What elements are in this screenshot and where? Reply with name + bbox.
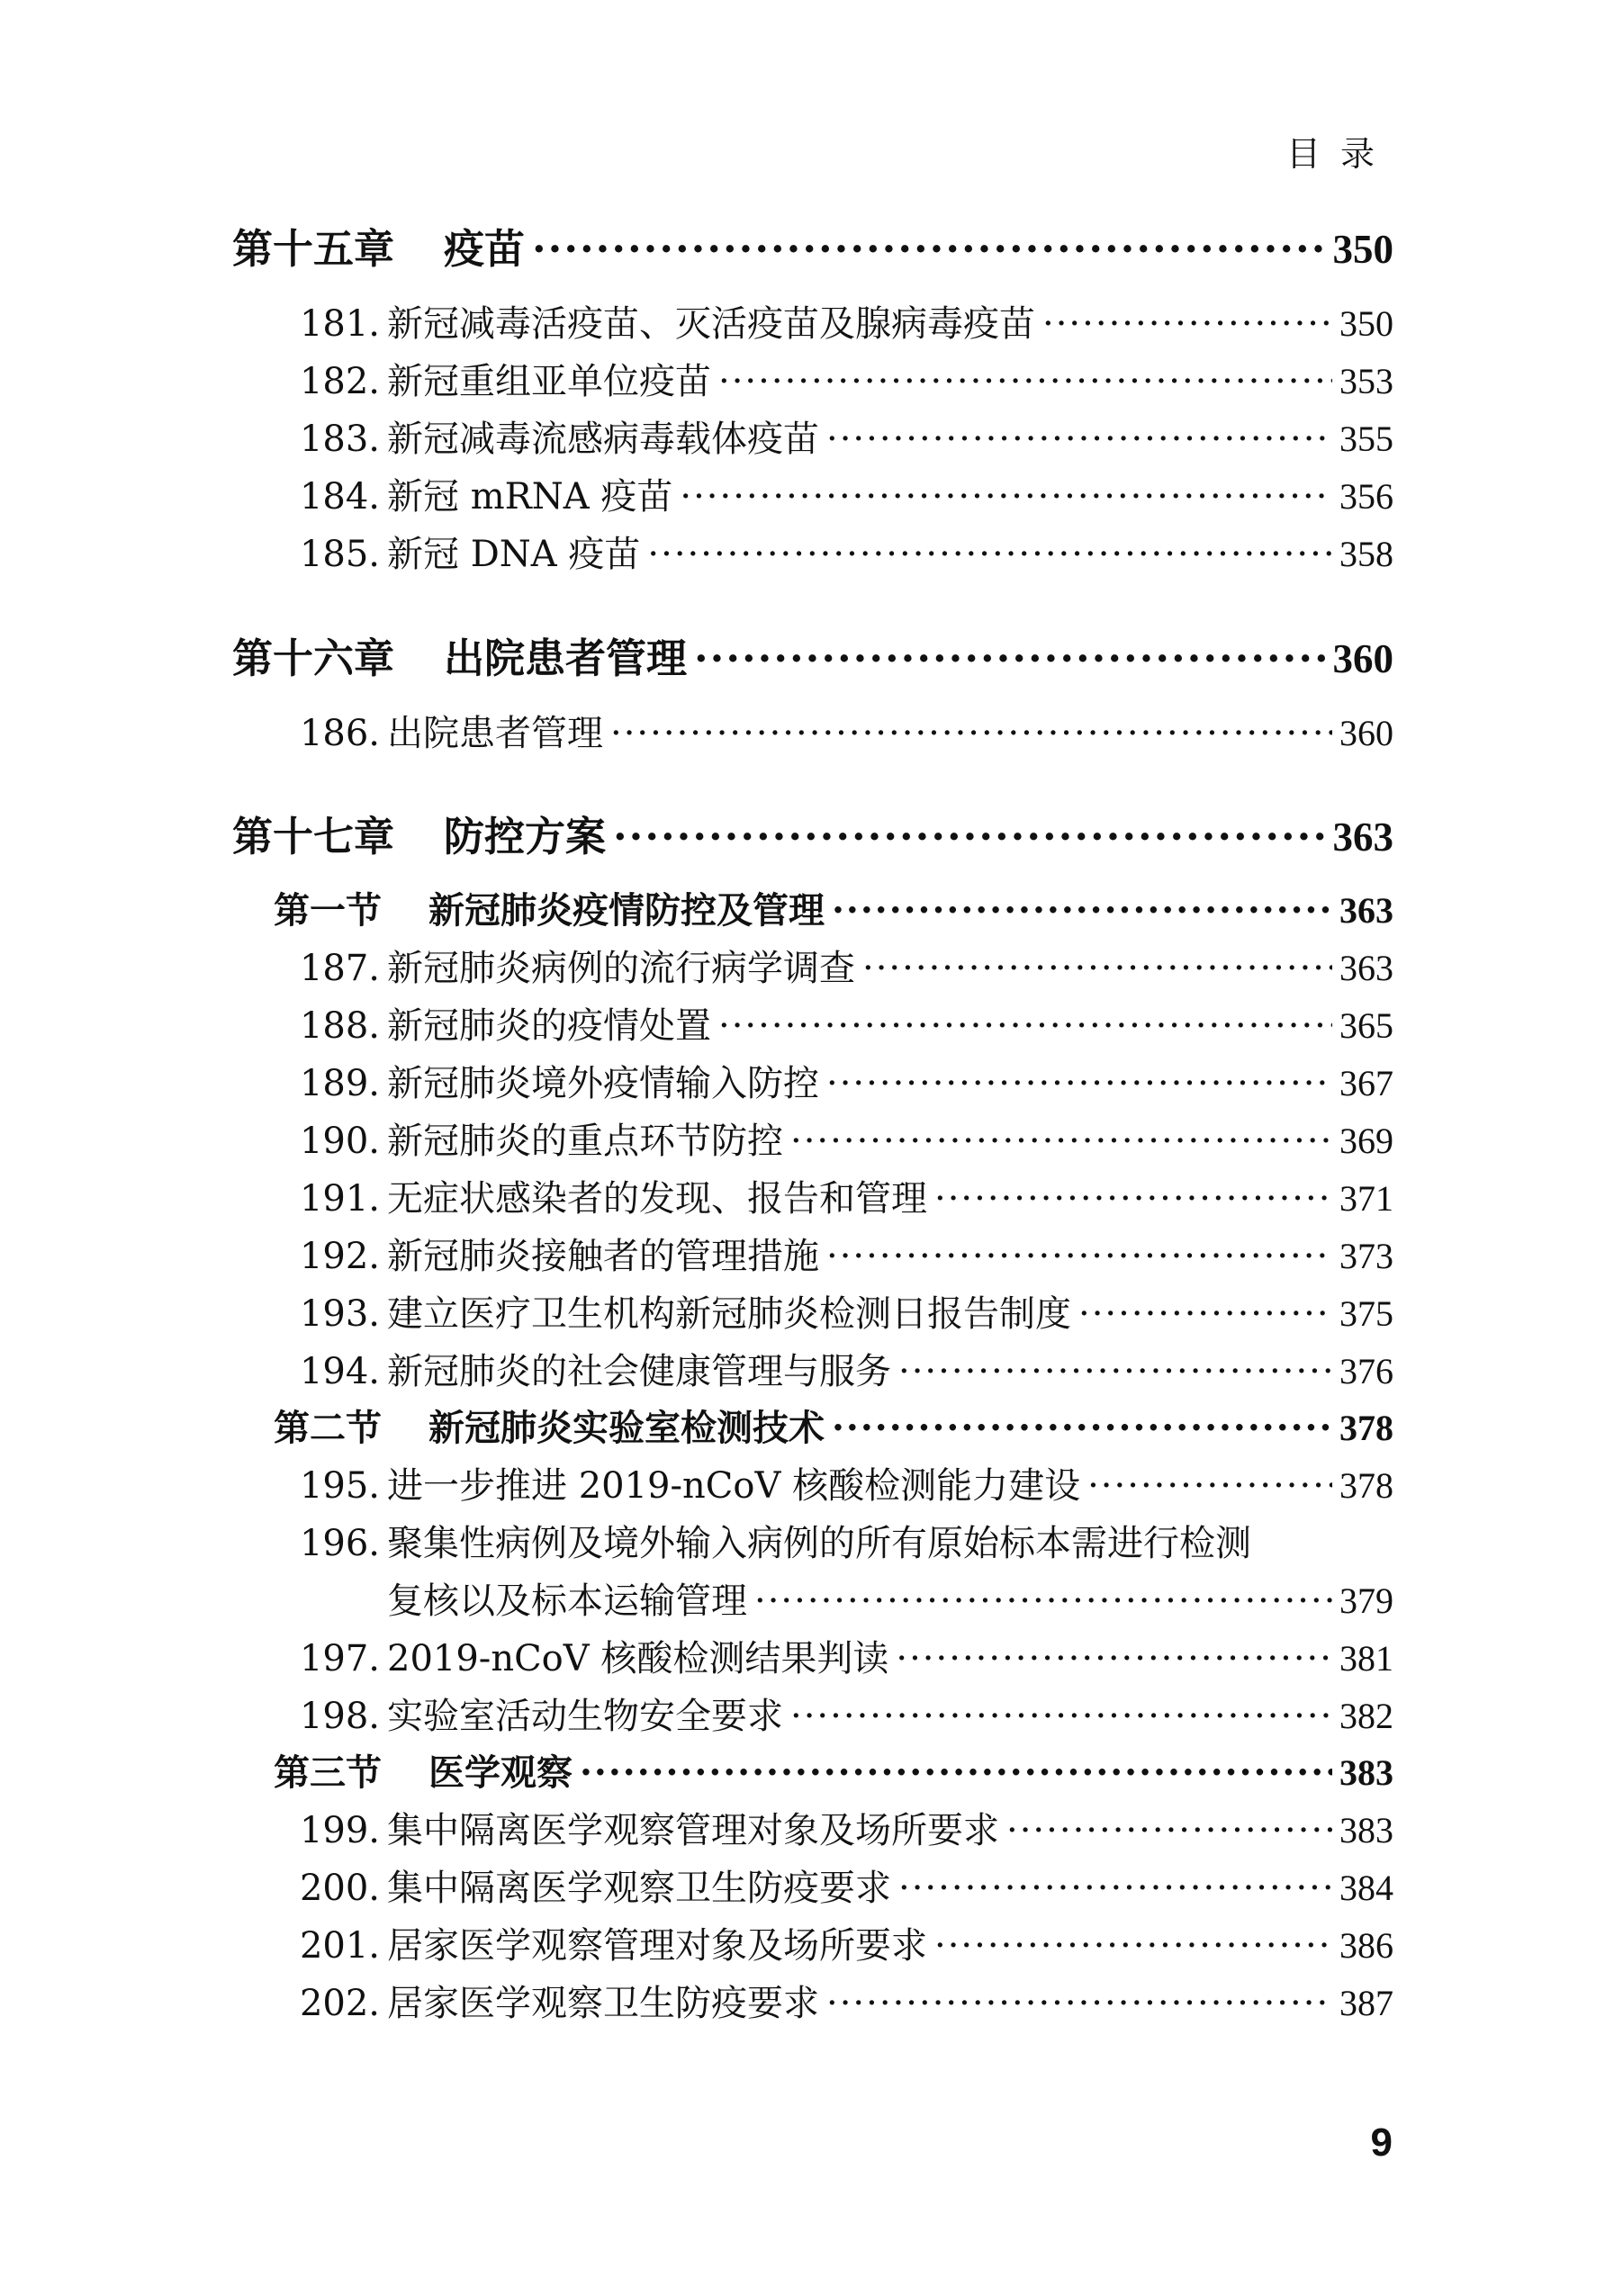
item-title: 新冠肺炎的社会健康管理与服务 (387, 1351, 891, 1392)
page-number: 384 (1339, 1868, 1393, 1908)
item-number: 182. (299, 361, 380, 402)
item-title: 实验室活动生物安全要求 (387, 1696, 783, 1737)
leader-dots (1042, 303, 1332, 345)
toc-item-198[interactable] (232, 1688, 1393, 1739)
item-number: 181. (299, 303, 380, 345)
item-number: 202. (299, 1983, 380, 2024)
section-label: 第二节 (274, 1407, 382, 1449)
toc-item-199[interactable] (232, 1802, 1393, 1853)
item-title: 新冠肺炎境外疫情输入防控 (387, 1063, 819, 1104)
toc-item-189[interactable] (232, 1055, 1393, 1106)
item-number: 196. (299, 1523, 380, 1564)
page-number: 382 (1339, 1696, 1393, 1736)
page-number: 367 (1339, 1063, 1393, 1103)
item-title: 聚集性病例及境外输入病例的所有原始标本需进行检测 (387, 1523, 1251, 1564)
item-number: 186. (299, 713, 380, 754)
leader-dots (1006, 1810, 1332, 1851)
toc-item-192[interactable] (232, 1228, 1393, 1279)
page-number: 383 (1339, 1810, 1393, 1850)
leader-dots (898, 1868, 1332, 1909)
chapter-title: 防控方案 (444, 813, 607, 860)
section-title: 医学观察 (428, 1751, 573, 1794)
toc-chapter-17[interactable] (232, 804, 1393, 862)
toc-item-186[interactable] (232, 705, 1393, 756)
item-number: 199. (299, 1810, 380, 1851)
item-number: 195. (299, 1465, 380, 1507)
item-title: 2019-nCoV 核酸检测结果判读 (387, 1638, 889, 1679)
item-number: 194. (299, 1351, 380, 1392)
page-number: 363 (1339, 948, 1393, 988)
item-title: 新冠重组亚单位疫苗 (387, 361, 711, 402)
leader-dots (718, 1005, 1332, 1047)
toc-item-193[interactable] (232, 1285, 1393, 1337)
page-number: 383 (1339, 1752, 1393, 1793)
item-number: 200. (299, 1868, 380, 1909)
page-number: 381 (1339, 1638, 1393, 1679)
leader-dots (790, 1696, 1332, 1737)
leader-dots (934, 1925, 1332, 1967)
page-number: 379 (1339, 1580, 1393, 1621)
toc-item-181[interactable] (232, 295, 1393, 347)
leader-dots (826, 1983, 1332, 2024)
page-number: 358 (1339, 534, 1393, 574)
section-title: 新冠肺炎疫情防控及管理 (428, 889, 825, 932)
section-label: 第三节 (274, 1751, 382, 1794)
toc-item-197[interactable] (232, 1630, 1393, 1681)
chapter-title: 出院患者管理 (444, 635, 688, 682)
leader-dots (680, 476, 1332, 518)
toc-chapter-15[interactable] (232, 216, 1393, 275)
item-title-continued: 复核以及标本运输管理 (387, 1580, 747, 1622)
item-title: 新冠肺炎病例的流行病学调查 (387, 948, 855, 989)
page-number: 360 (1339, 713, 1393, 753)
page-number: 378 (1339, 1408, 1393, 1448)
item-number: 190. (299, 1121, 380, 1162)
section-label: 第一节 (274, 889, 382, 932)
page-number: 378 (1339, 1465, 1393, 1506)
leader-dots (610, 713, 1332, 754)
page-number: 387 (1339, 1983, 1393, 2023)
toc-item-200[interactable] (232, 1859, 1393, 1911)
toc-item-191[interactable] (232, 1170, 1393, 1221)
leader-dots (934, 1178, 1332, 1220)
item-title: 新冠 DNA 疫苗 (387, 534, 641, 575)
item-title: 集中隔离医学观察管理对象及场所要求 (387, 1810, 999, 1851)
toc-item-183[interactable] (232, 410, 1393, 462)
item-title: 建立医疗卫生机构新冠肺炎检测日报告制度 (387, 1293, 1071, 1335)
toc-section-2[interactable] (232, 1400, 1393, 1451)
page-number: 386 (1339, 1925, 1393, 1966)
item-title: 居家医学观察卫生防疫要求 (387, 1983, 819, 2024)
item-title: 新冠肺炎的疫情处置 (387, 1005, 711, 1047)
item-number: 188. (299, 1005, 380, 1047)
leader-dots (826, 1236, 1332, 1277)
page-number: 363 (1339, 890, 1393, 931)
folio-page-number: 9 (1370, 2120, 1393, 2165)
item-number: 191. (299, 1178, 380, 1220)
toc-item-194[interactable] (232, 1343, 1393, 1394)
leader-dots (832, 1407, 1332, 1449)
item-number: 185. (299, 534, 380, 575)
item-number: 187. (299, 948, 380, 989)
chapter-title: 疫苗 (444, 225, 526, 273)
leader-dots (790, 1121, 1332, 1162)
item-number: 183. (299, 419, 380, 460)
leader-dots (826, 419, 1332, 460)
item-title: 无症状感染者的发现、报告和管理 (387, 1178, 927, 1220)
item-number: 197. (299, 1638, 380, 1679)
leader-dots (754, 1580, 1332, 1622)
item-title: 新冠肺炎的重点环节防控 (387, 1121, 783, 1162)
leader-dots (613, 813, 1325, 860)
item-title: 新冠肺炎接触者的管理措施 (387, 1236, 819, 1277)
leader-dots (826, 1063, 1332, 1104)
page-number: 353 (1339, 361, 1393, 401)
page-number: 375 (1339, 1293, 1393, 1334)
leader-dots (647, 534, 1332, 575)
item-title: 居家医学观察管理对象及场所要求 (387, 1925, 927, 1967)
leader-dots (862, 948, 1332, 989)
item-title: 集中隔离医学观察卫生防疫要求 (387, 1868, 891, 1909)
page-number: 350 (1339, 303, 1393, 344)
page-number: 356 (1339, 476, 1393, 517)
item-number: 184. (299, 476, 380, 518)
page-number: 355 (1339, 419, 1393, 459)
toc-item-196-line2[interactable] (232, 1572, 1393, 1624)
running-header: 目录 (1285, 134, 1394, 174)
leader-dots (1078, 1293, 1332, 1335)
toc-section-3[interactable] (232, 1744, 1393, 1796)
item-title: 出院患者管理 (387, 713, 603, 754)
toc-item-188[interactable] (232, 997, 1393, 1049)
page-number: 376 (1339, 1351, 1393, 1391)
leader-dots (898, 1351, 1332, 1392)
toc-chapter-16[interactable] (232, 626, 1393, 684)
toc-item-195[interactable] (232, 1457, 1393, 1508)
leader-dots (832, 889, 1332, 932)
page-number: 373 (1339, 1236, 1393, 1276)
toc-item-196-line1[interactable] (232, 1515, 1393, 1566)
toc-item-201[interactable] (232, 1917, 1393, 1968)
chapter-label: 第十七章 (232, 813, 395, 860)
item-number: 201. (299, 1925, 380, 1967)
chapter-label: 第十五章 (232, 225, 395, 273)
toc-item-190[interactable] (232, 1112, 1393, 1164)
page-number: 363 (1332, 815, 1393, 860)
toc-item-202[interactable] (232, 1975, 1393, 2026)
page-number: 371 (1339, 1178, 1393, 1219)
chapter-label: 第十六章 (232, 635, 395, 682)
toc-item-187[interactable] (232, 940, 1393, 991)
leader-dots (718, 361, 1332, 402)
toc-item-182[interactable] (232, 353, 1393, 404)
item-title: 新冠减毒活疫苗、灭活疫苗及腺病毒疫苗 (387, 303, 1035, 345)
item-title: 新冠减毒流感病毒载体疫苗 (387, 419, 819, 460)
toc-section-1[interactable] (232, 882, 1393, 933)
leader-dots (694, 635, 1325, 682)
page-number: 360 (1332, 636, 1393, 681)
item-title: 新冠 mRNA 疫苗 (387, 476, 673, 518)
section-title: 新冠肺炎实验室检测技术 (428, 1407, 825, 1449)
item-number: 189. (299, 1063, 380, 1104)
leader-dots (896, 1638, 1332, 1679)
page-number: 369 (1339, 1121, 1393, 1161)
item-title: 进一步推进 2019-nCoV 核酸检测能力建设 (387, 1465, 1081, 1507)
item-number: 198. (299, 1696, 380, 1737)
page-number: 365 (1339, 1005, 1393, 1046)
item-number: 192. (299, 1236, 380, 1277)
leader-dots (580, 1751, 1332, 1794)
leader-dots (1087, 1465, 1332, 1507)
page-number: 350 (1332, 227, 1393, 272)
toc-item-184[interactable] (232, 468, 1393, 519)
item-number: 193. (299, 1293, 380, 1335)
leader-dots (532, 225, 1325, 273)
toc-item-185[interactable] (232, 526, 1393, 577)
